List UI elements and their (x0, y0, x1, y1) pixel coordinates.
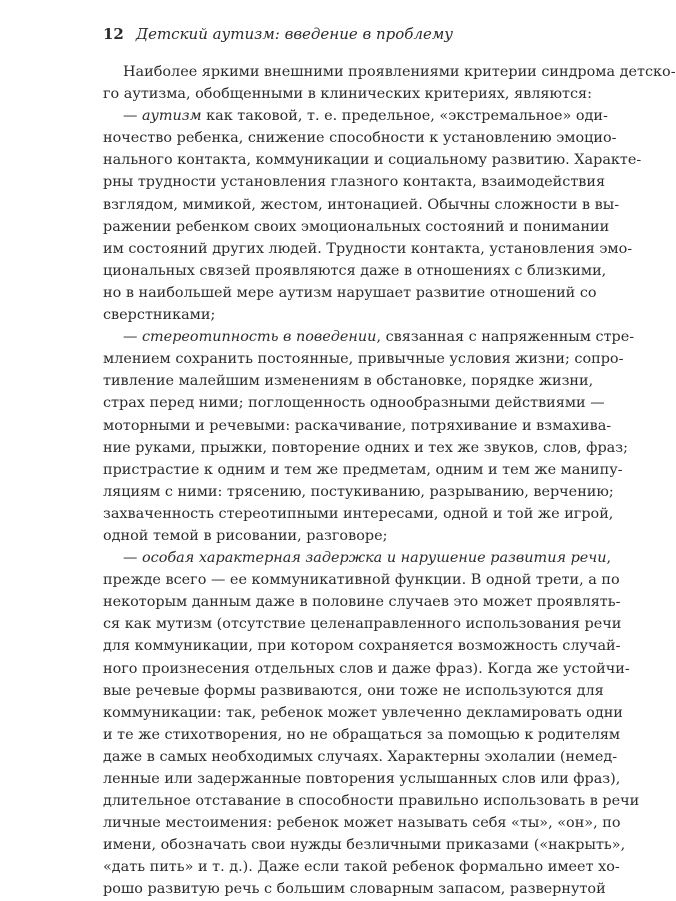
line-text: циональных связей проявляются даже в отношениях с близкими, (103, 262, 607, 279)
line-text: ние руками, прыжки, повторение одних и тех же звуков, слов, фраз; (103, 439, 628, 456)
line-text: личные местоимения: ребенок может называть себя «ты», «он», по (103, 815, 621, 832)
text-line (103, 304, 523, 326)
line-text: прежде всего — ее коммуникативной функции. В одной трети, а по (103, 572, 620, 589)
line-text: го аутизма, обобщенными в клинических критериях, являются: (103, 86, 592, 103)
text-line (103, 680, 604, 702)
text-line (103, 415, 612, 437)
text-line (103, 547, 612, 569)
text-line (103, 746, 618, 768)
text-line (103, 724, 621, 746)
text-line (103, 878, 606, 900)
text-line (103, 171, 606, 193)
line-text: некоторым данным даже в половине случаев это может проявлять- (103, 594, 621, 611)
line-text: тивление малейшим изменениям в обстановке, порядке жизни, (103, 373, 594, 390)
text-line (103, 569, 620, 591)
text-line (103, 702, 623, 724)
line-text: рны трудности установления глазного контакта, взаимодействия (103, 174, 606, 191)
line-text: вые речевые формы развиваются, они тоже не используются для (103, 682, 604, 699)
dash-marker: — (123, 550, 142, 567)
dash-marker: — (123, 108, 142, 125)
text-line (103, 238, 633, 260)
text-line (103, 790, 640, 812)
line-text: взглядом, мимикой, жестом, интонацией. Обычны сложности в вы- (103, 196, 620, 213)
text-line (103, 216, 610, 238)
text-line (103, 105, 608, 127)
dash-marker: — (123, 329, 142, 346)
text-line (103, 834, 626, 856)
text-line (103, 503, 614, 525)
line-text: ражении ребенком своих эмоциональных состояний и понимании (103, 218, 610, 235)
line-text: Наиболее яркими внешними проявлениями критерии синдрома детско- (123, 64, 676, 80)
emphasis: особая характерная задержка и нарушение развития речи (141, 550, 607, 567)
line-text: для коммуникации, при котором сохраняется возможность случай- (103, 638, 621, 655)
running-title: Детский аутизм: введение в проблему (135, 25, 454, 43)
line-text: одной темой в рисовании, разговоре; (103, 527, 388, 544)
emphasis: стереотипность в поведении (141, 329, 377, 346)
text-line (103, 260, 607, 282)
text-line (103, 812, 621, 834)
text-line (103, 591, 621, 613)
line-text: коммуникации: так, ребенок может увлеченно декламировать одни (103, 704, 623, 721)
line-text: им состояний других людей. Трудности контакта, установления эмо- (103, 240, 633, 257)
line-text: но в наибольшей мере аутизм нарушает развитие отношений со (103, 284, 597, 301)
line-text: имени, обозначать свои нужды безличными приказами («накрыть», (103, 837, 626, 854)
text-line (103, 392, 605, 414)
text-line (103, 768, 621, 790)
text-line (103, 613, 622, 635)
text-line (103, 525, 523, 547)
line-text: , (606, 550, 612, 567)
line-text: ленные или задержанные повторения услышанных слов или фраз), (103, 771, 621, 787)
line-text: ляциям с ними: трясению, постукиванию, разрыванию, верчению; (103, 483, 614, 500)
line-text: нального контакта, коммуникации и социальному развитию. Характе- (103, 152, 642, 169)
text-line (103, 459, 623, 481)
line-text: длительное отставание в способности правильно использовать в речи (103, 793, 640, 810)
line-text: и те же стихотворения, но не обращаться за помощью к родителям (103, 726, 621, 743)
text-line (103, 194, 620, 216)
line-text: сверстниками; (103, 307, 216, 324)
text-line (103, 83, 592, 105)
page-number: 12 (103, 25, 124, 43)
text-line (103, 326, 635, 348)
text-line (103, 61, 676, 83)
line-text: моторными и речевыми: раскачивание, потряхивание и взмахива- (103, 417, 612, 434)
text-line (103, 658, 630, 680)
text-line (103, 481, 614, 503)
line-text: млением сохранить постоянные, привычные условия жизни; сопро- (103, 351, 624, 368)
text-line (103, 635, 621, 657)
line-text: рошо развитую речь с большим словарным запасом, развернутой (103, 881, 606, 898)
line-text: захваченность стереотипными интересами, одной и той же игрой, (103, 505, 614, 522)
line-text: ночество ребенка, снижение способности к установлению эмоцио- (103, 130, 617, 147)
text-line (103, 127, 617, 149)
line-text: ного произнесения отдельных слов и даже фраз). Когда же устойчи- (103, 660, 630, 677)
emphasis: аутизм (141, 108, 202, 125)
text-line (103, 437, 628, 459)
running-head (103, 24, 453, 44)
body-text (103, 61, 676, 901)
text-line (103, 856, 620, 878)
line-text: , связанная с напряженным стре- (376, 329, 635, 346)
line-text: страх перед ними; поглощенность однообразными действиями — (103, 395, 605, 412)
text-line (103, 149, 642, 171)
line-text: как таковой, т. е. предельное, «экстремальное» оди- (201, 108, 608, 125)
line-text: ся как мутизм (отсутствие целенаправленного использования речи (103, 616, 622, 633)
line-text: «дать пить» и т. д.). Даже если такой ребенок формально имеет хо- (103, 859, 620, 876)
text-line (103, 370, 594, 392)
line-text: пристрастие к одним и тем же предметам, одним и тем же манипу- (103, 461, 623, 478)
text-line (103, 348, 624, 370)
text-line (103, 282, 597, 304)
line-text: даже в самых необходимых случаях. Характерны эхолалии (немед- (103, 748, 618, 765)
